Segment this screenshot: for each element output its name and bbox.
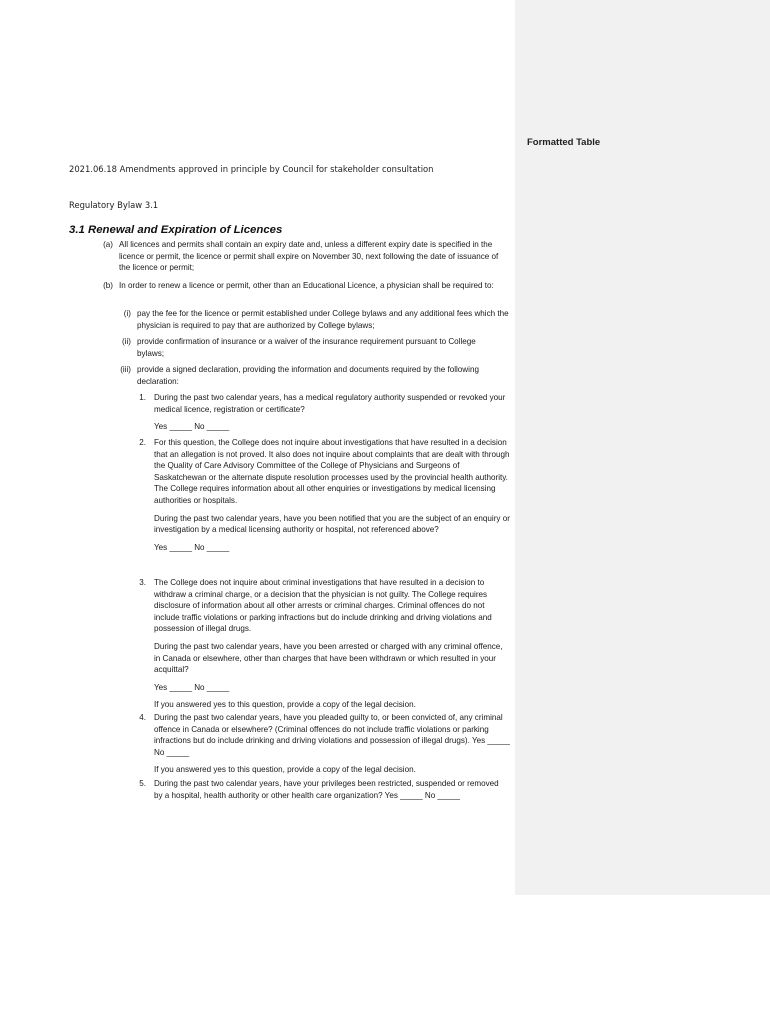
list-item-text bbox=[119, 280, 507, 292]
paragraph: If you answered yes to this question, provide a copy of the legal decision. bbox=[154, 765, 416, 775]
paragraph: Yes _____ No _____ bbox=[154, 542, 230, 552]
list-item-text bbox=[154, 392, 509, 433]
paragraph: provide confirmation of insurance or a waiver of the insurance requirement pursuant to College bylaws; bbox=[137, 337, 476, 358]
list-marker: (b) bbox=[103, 281, 113, 290]
list-marker: (iii) bbox=[120, 365, 131, 374]
paragraph: For this question, the College does not inquire about investigations that have resulted in a decision that an allegation is not proved. It also does not inquire about complaints that are dealt with through the Quality of Care Advisory Committee of the College of Physicians and Surgeons of Saskatchewan or the alternate dispute resolution processes used by the provincial health authority. The College requires information about all other enquiries or investigations by medical licensing authorities or hospitals. bbox=[154, 438, 510, 505]
paragraph: If you answered yes to this question, provide a copy of the legal decision. bbox=[154, 700, 416, 710]
list-item-text bbox=[119, 239, 499, 274]
comment-margin bbox=[515, 0, 770, 895]
paragraph: Yes _____ No _____ bbox=[154, 422, 230, 432]
list-marker: (a) bbox=[103, 240, 113, 249]
paragraph: During the past two calendar years, have your privileges been restricted, suspended or removed by a hospital, health authority or other health care organization? Yes _____ No _____ bbox=[154, 779, 499, 800]
list-item-text bbox=[154, 778, 509, 801]
paragraph: During the past two calendar years, has a medical regulatory authority suspended or revoked your medical licence, registration or certificate? bbox=[154, 393, 506, 414]
list-item-text bbox=[154, 712, 511, 776]
paragraph: pay the fee for the licence or permit established under College bylaws and any additional fees which the physician is required to pay that are authorized by College bylaws; bbox=[137, 309, 509, 330]
bylaw-label: Regulatory Bylaw 3.1 bbox=[69, 200, 159, 210]
list-item-text bbox=[154, 577, 509, 711]
paragraph: During the past two calendar years, have you been notified that you are the subject of an enquiry or investigation by a medical licensing authority or hospital, not referenced above? bbox=[154, 513, 510, 535]
paragraph: All licences and permits shall contain an expiry date and, unless a different expiry date is specified in the licence or permit, the licence or permit shall expire on November 30, next following the date of issuance of the licence or permit; bbox=[119, 240, 499, 273]
paragraph: During the past two calendar years, have you pleaded guilty to, or been convicted of, any criminal offence in Canada or elsewhere? (Criminal offences do not include traffic violations or parking infractions but do include drinking and driving violations and possession of illegal drugs). Yes _____ No _____ bbox=[154, 713, 510, 757]
list-marker: 3. bbox=[139, 578, 146, 587]
list-marker: 1. bbox=[139, 393, 146, 402]
paragraph: provide a signed declaration, providing the information and documents required by the following declaration: bbox=[137, 365, 479, 386]
list-marker: (i) bbox=[123, 309, 131, 318]
list-marker: (ii) bbox=[122, 337, 131, 346]
paragraph: Yes _____ No _____ bbox=[154, 682, 230, 692]
document-header: 2021.06.18 Amendments approved in principle by Council for stakeholder consultation bbox=[69, 164, 434, 174]
list-marker: 4. bbox=[139, 713, 146, 722]
paragraph: In order to renew a licence or permit, other than an Educational Licence, a physician shall be required to: bbox=[119, 281, 494, 290]
list-marker: 2. bbox=[139, 438, 146, 447]
comment-label: Formatted Table bbox=[527, 137, 601, 148]
paragraph: The College does not inquire about criminal investigations that have resulted in a decision to withdraw a criminal charge, or a decision that the physician is not guilty. The College requires disclosure of information about all other arrests or criminal charges. Criminal offences do not include traffic violations or parking infractions but do include drinking and driving violations and possession of illegal drugs. bbox=[154, 578, 492, 634]
list-marker: 5. bbox=[139, 779, 146, 788]
list-item-text bbox=[137, 336, 499, 359]
list-item-text bbox=[137, 308, 509, 331]
list-item-text bbox=[154, 437, 511, 553]
section-heading: 3.1 Renewal and Expiration of Licences bbox=[69, 224, 283, 236]
list-item-text bbox=[137, 364, 511, 387]
paragraph: During the past two calendar years, have you been arrested or charged with any criminal offence, in Canada or elsewhere, other than charges that have been withdrawn or which resulted in your acquittal? bbox=[154, 641, 503, 675]
